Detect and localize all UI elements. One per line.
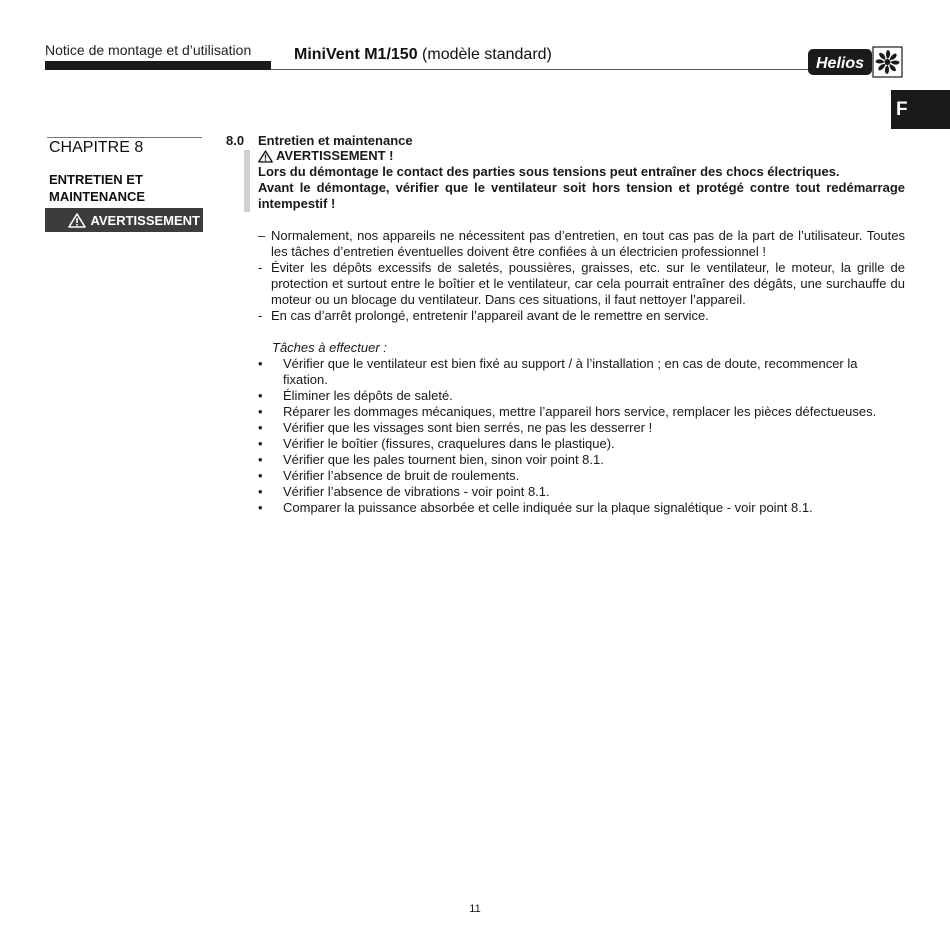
task-text: Vérifier l’absence de bruit de roulements.	[283, 468, 520, 483]
warning-text-1: Lors du démontage le contact des parties sous tensions peut entraîner des chocs électriques.	[258, 164, 840, 179]
warning-triangle-icon	[258, 150, 273, 163]
task-item	[258, 500, 905, 516]
task-text: Vérifier que les pales tournent bien, sinon voir point 8.1.	[283, 452, 604, 467]
warning-text-2: Avant le démontage, vérifier que le ventilateur soit hors tension et protégé contre tout redémarrage intempestif !	[258, 180, 905, 211]
warning-heading	[258, 148, 905, 164]
header-document-type: Notice de montage et d’utilisation	[45, 42, 252, 58]
warning-block	[258, 148, 905, 212]
bullet-marker: •	[258, 484, 263, 499]
bullet-marker: •	[258, 500, 263, 515]
paragraph-text: Éviter les dépôts excessifs de saletés, poussières, graisses, etc. sur le ventilateur, le moteur, la grille de protection et surtout entre le boîtier et le ventilateur, car cela pourrait entraîner des dégâts, une surchauffe du moteur ou un blocage du ventilateur. Dans ces situations, il faut nettoyer l’appareil.	[271, 260, 905, 307]
task-text: Réparer les dommages mécaniques, mettre l’appareil hors service, remplacer les pièces défectueuses.	[283, 404, 877, 419]
header-rule	[271, 69, 808, 70]
task-text: Vérifier le boîtier (fissures, craquelures dans le plastique).	[283, 436, 615, 451]
paragraph-item	[258, 228, 905, 260]
bullet-marker: •	[258, 452, 263, 467]
tasks-title: Tâches à effectuer :	[272, 340, 387, 355]
dash-marker: -	[258, 308, 263, 323]
task-item	[258, 436, 905, 452]
bullet-marker: •	[258, 404, 263, 419]
chapter-heading: CHAPITRE 8	[49, 139, 144, 156]
helios-logo	[807, 46, 903, 78]
bullet-marker: •	[258, 420, 263, 435]
sidebar-warning-box	[45, 208, 203, 232]
warning-triangle-icon	[68, 213, 86, 228]
task-text: Vérifier que les vissages sont bien serrés, ne pas les desserrer !	[283, 420, 653, 435]
task-item	[258, 420, 905, 436]
warning-side-bar	[244, 150, 250, 212]
product-model-note: (modèle standard)	[417, 46, 552, 63]
sidebar-warning-label: AVERTISSEMENT	[90, 212, 200, 228]
warning-heading-text: AVERTISSEMENT !	[276, 148, 394, 163]
section-title: Entretien et maintenance	[258, 133, 413, 148]
paragraph-item	[258, 260, 905, 308]
task-text: Vérifier l’absence de vibrations - voir point 8.1.	[283, 484, 550, 499]
paragraph-text: Normalement, nos appareils ne nécessitent pas d’entretien, en tout cas pas de la part de l’utilisateur. Toutes les tâches d’entretien éventuelles doivent être confiées à un électricien professionnel !	[271, 228, 905, 259]
bullet-marker: •	[258, 356, 263, 371]
paragraph-text: En cas d’arrêt prolongé, entretenir l’appareil avant de le remettre en service.	[271, 308, 709, 323]
chapter-subtitle-line2: MAINTENANCE	[49, 189, 146, 204]
task-text: Comparer la puissance absorbée et celle indiquée sur la plaque signalétique - voir point 8.1.	[283, 500, 813, 515]
chapter-subtitle-line1: ENTRETIEN ET	[49, 172, 143, 187]
language-tab: F	[891, 90, 950, 129]
task-text: Éliminer les dépôts de saleté.	[283, 388, 453, 403]
task-text: Vérifier que le ventilateur est bien fixé au support / à l’installation ; en cas de doute, recommencer la fixation.	[283, 356, 858, 387]
header-bar	[45, 61, 271, 70]
paragraph-item	[258, 308, 905, 324]
page-number: 11	[469, 903, 481, 915]
dash-marker: –	[258, 228, 266, 243]
sidebar-rule	[47, 137, 202, 138]
task-item	[258, 452, 905, 468]
task-item	[258, 388, 905, 404]
fan-icon	[876, 50, 900, 74]
dash-marker: -	[258, 260, 263, 275]
bullet-marker: •	[258, 388, 263, 403]
bullet-marker: •	[258, 436, 263, 451]
header-product-title	[294, 46, 552, 64]
section-body	[258, 228, 905, 516]
task-item	[258, 404, 905, 420]
section-number: 8.0	[226, 133, 245, 148]
task-item	[258, 484, 905, 500]
chapter-subtitle	[49, 171, 145, 205]
logo-text: Helios	[815, 55, 865, 72]
task-item	[258, 468, 905, 484]
product-name: MiniVent M1/150	[294, 46, 418, 63]
task-item	[258, 356, 905, 388]
bullet-marker: •	[258, 468, 263, 483]
